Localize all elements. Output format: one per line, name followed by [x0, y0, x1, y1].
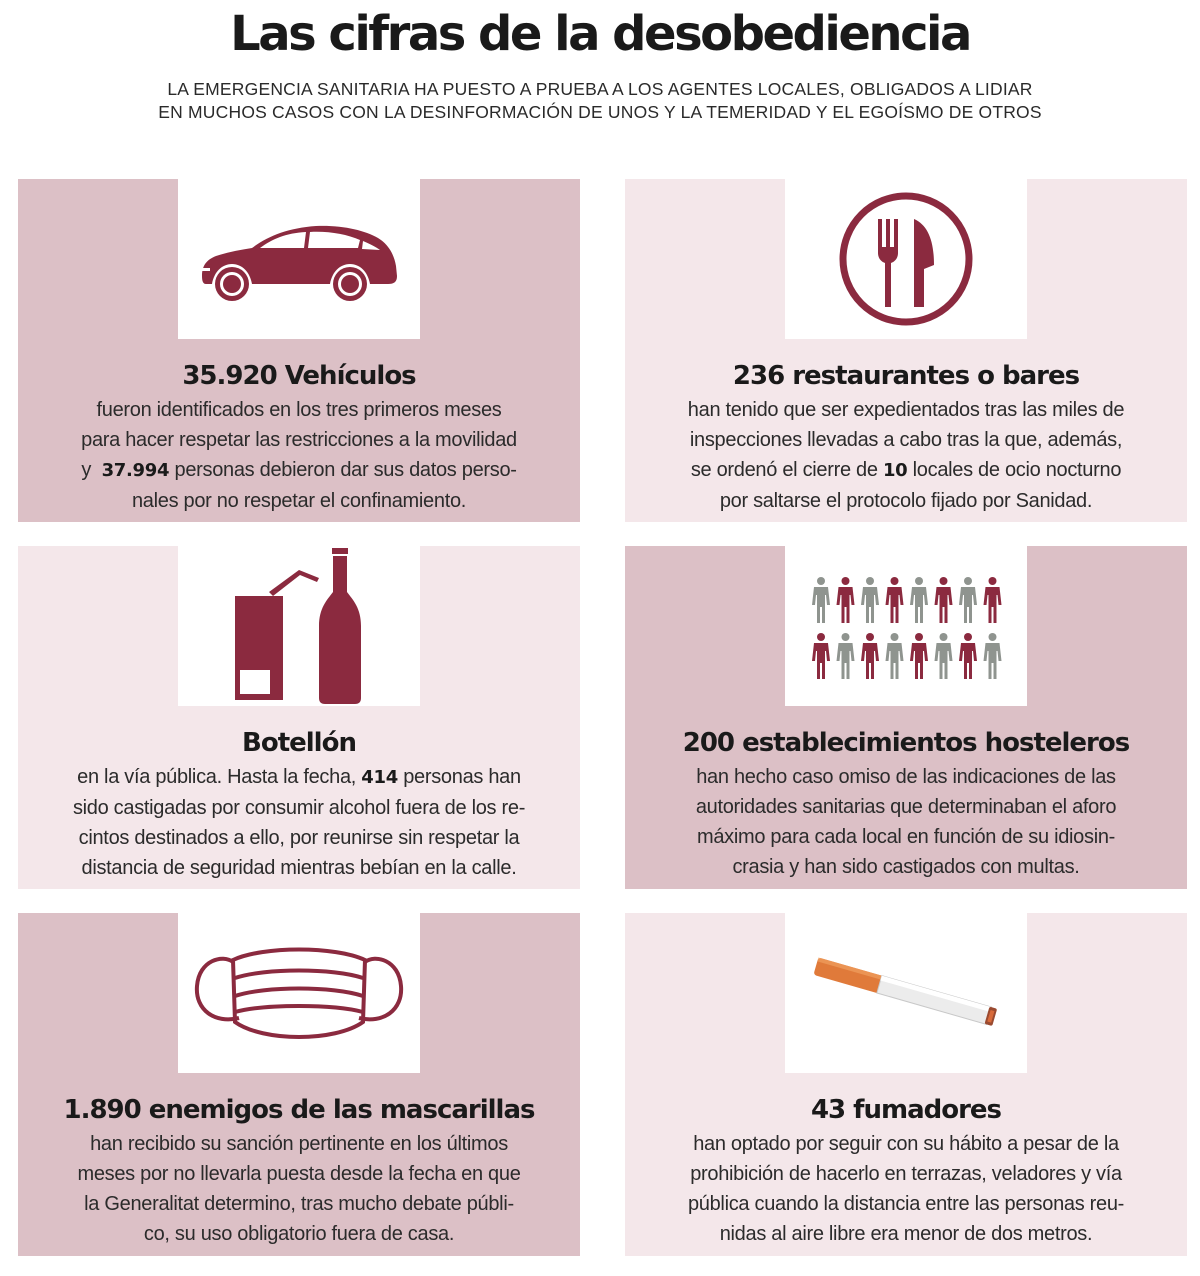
subtitle-line: EN MUCHOS CASOS CON LA DESINFORMACIÓN DE UNOS Y LA TEMERIDAD Y EL EGOÍSMO DE OTROS	[158, 102, 1042, 122]
card-body	[18, 762, 580, 883]
body-line: fueron identificados en los tres primeros meses	[96, 399, 502, 421]
page-subtitle	[0, 78, 1200, 124]
highlight-number: 10	[882, 460, 908, 481]
card-vehicles	[18, 179, 580, 522]
body-line: prohibición de hacerlo en terrazas, veladores y vía	[690, 1163, 1122, 1185]
icon-box	[178, 913, 420, 1073]
person-figure	[861, 577, 879, 623]
body-line: autoridades sanitarias que determinaban el aforo	[695, 796, 1117, 818]
card-title: 1.890 enemigos de las mascarillas	[63, 1095, 535, 1125]
person-figure	[984, 577, 1002, 623]
person-figure	[935, 577, 953, 623]
person-figure	[812, 577, 830, 623]
card-title: 200 establecimientos hosteleros	[682, 728, 1130, 758]
card-masks	[18, 913, 580, 1256]
body-line	[18, 762, 580, 793]
body-text: en la vía pública. Hasta la fecha,	[77, 766, 362, 788]
body-line: la Generalitat determino, tras mucho debate públi-	[84, 1193, 514, 1215]
drinks-icon	[229, 548, 369, 704]
body-line: nidas al aire libre era menor de dos metros.	[719, 1223, 1093, 1245]
body-text: personas debieron dar sus datos perso-	[169, 459, 517, 481]
cigarette-icon	[806, 953, 1006, 1033]
highlight-number: 414	[361, 767, 398, 788]
icon-box	[785, 546, 1027, 706]
body-text: locales de ocio nocturno	[907, 459, 1122, 481]
body-line: meses por no llevarla puesta desde la fecha en que	[77, 1163, 521, 1185]
body-line: nales por no respetar el confinamiento.	[131, 490, 467, 512]
card-body	[625, 395, 1187, 516]
body-text: y	[81, 459, 102, 481]
body-line: han optado por seguir con su hábito a pesar de la	[693, 1133, 1119, 1155]
person-figure	[910, 633, 928, 679]
card-body	[18, 1129, 580, 1249]
subtitle-line: LA EMERGENCIA SANITARIA HA PUESTO A PRUEBA A LOS AGENTES LOCALES, OBLIGADOS A LIDIAR	[167, 79, 1033, 99]
body-line: inspecciones llevadas a cabo tras la que, además,	[689, 429, 1123, 451]
fork-knife-icon	[836, 189, 976, 329]
people-icon	[806, 571, 1006, 681]
face-mask-icon	[193, 938, 405, 1048]
body-line: para hacer respetar las restricciones a la movilidad	[81, 429, 517, 451]
body-line	[18, 455, 580, 486]
person-figure	[886, 633, 904, 679]
page-title: Las cifras de la desobediencia	[230, 6, 970, 62]
body-line	[625, 455, 1187, 486]
card-restaurants	[625, 179, 1187, 522]
body-line: han tenido que ser expedientados tras las miles de	[687, 399, 1125, 421]
person-figure	[837, 577, 855, 623]
person-figure	[959, 633, 977, 679]
card-title: 35.920 Vehículos	[182, 361, 416, 391]
person-figure	[837, 633, 855, 679]
card-body	[625, 1129, 1187, 1249]
body-line: han recibido su sanción pertinente en los últimos	[90, 1133, 508, 1155]
person-figure	[886, 577, 904, 623]
body-line: sido castigadas por consumir alcohol fuera de los re-	[72, 797, 526, 819]
person-figure	[861, 633, 879, 679]
card-title: 43 fumadores	[810, 1095, 1002, 1125]
icon-box	[178, 179, 420, 339]
card-title: Botellón	[242, 728, 356, 758]
card-establishments	[625, 546, 1187, 889]
body-line: máximo para cada local en función de su idiosin-	[696, 826, 1116, 848]
card-body	[625, 762, 1187, 882]
car-icon	[196, 214, 402, 304]
card-body	[18, 395, 580, 516]
body-text: personas han	[397, 766, 521, 788]
icon-box	[178, 546, 420, 706]
card-title: 236 restaurantes o bares	[732, 361, 1080, 391]
body-line: cintos destinados a ello, por reunirse sin respetar la	[78, 827, 520, 849]
person-figure	[959, 577, 977, 623]
body-line: distancia de seguridad mientras bebían en la calle.	[81, 857, 517, 879]
body-line: han hecho caso omiso de las indicaciones de las	[696, 766, 1116, 788]
person-figure	[935, 633, 953, 679]
body-line: crasia y han sido castigados con multas.	[732, 856, 1080, 878]
card-botellon	[18, 546, 580, 889]
body-line: por saltarse el protocolo fijado por Sanidad.	[719, 490, 1093, 512]
body-line: co, su uso obligatorio fuera de casa.	[143, 1223, 455, 1245]
person-figure	[812, 633, 830, 679]
highlight-number: 37.994	[101, 460, 170, 481]
body-line: pública cuando la distancia entre las personas reu-	[687, 1193, 1125, 1215]
icon-box	[785, 179, 1027, 339]
person-figure	[984, 633, 1002, 679]
icon-box	[785, 913, 1027, 1073]
person-figure	[910, 577, 928, 623]
card-smokers	[625, 913, 1187, 1256]
body-text: se ordenó el cierre de	[690, 459, 883, 481]
